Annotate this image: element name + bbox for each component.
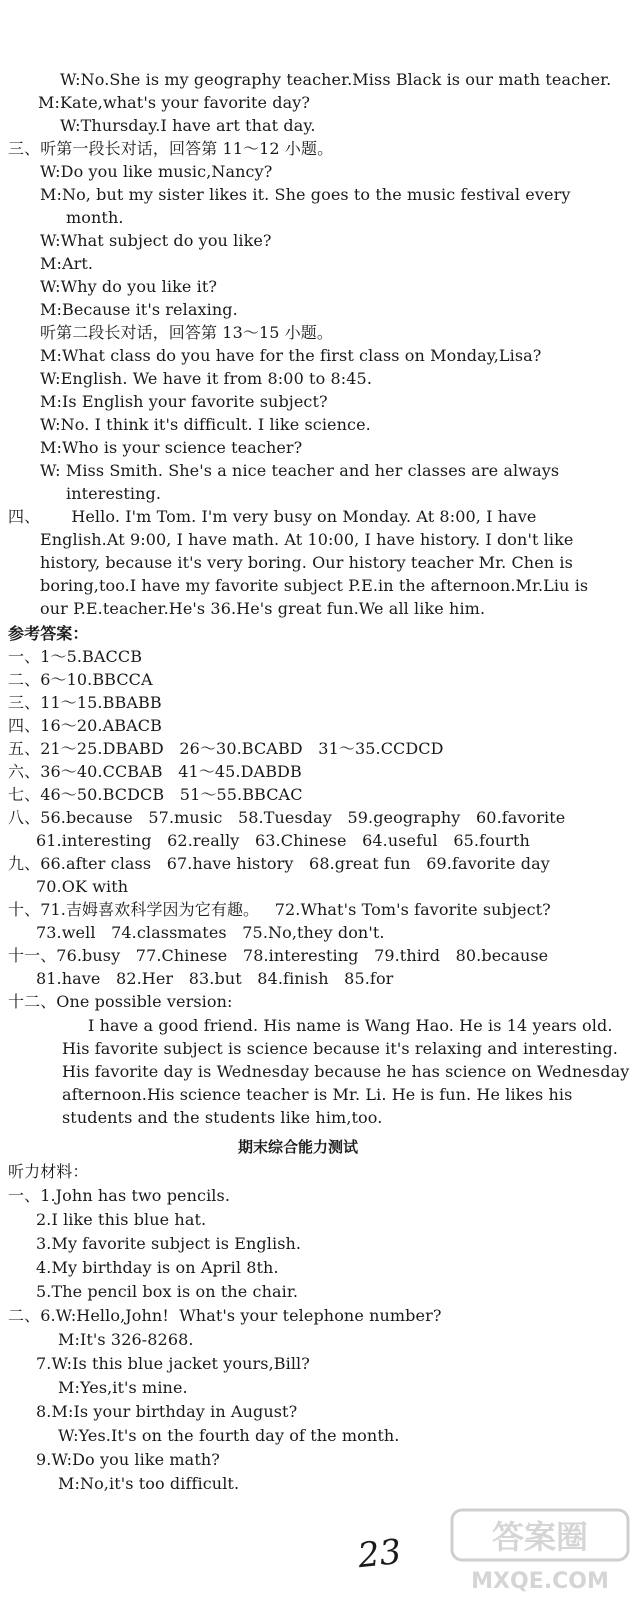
text-line: W: Miss Smith. She's a nice teacher and her classes are always bbox=[40, 461, 560, 480]
text-line: our P.E.teacher.He's 36.He's great fun.We all like him. bbox=[40, 599, 486, 618]
listening-line: M:It's 326-8268. bbox=[58, 1330, 194, 1349]
text-line: M:Who is your science teacher? bbox=[40, 438, 303, 457]
answer-row: 十一、76.busy 77.Chinese 78.interesting 79.third 80.because bbox=[8, 946, 549, 965]
text-line: interesting. bbox=[66, 484, 162, 503]
listening-line: 7.W:Is this blue jacket yours,Bill? bbox=[36, 1354, 310, 1373]
text-line: M:Because it's relaxing. bbox=[40, 300, 238, 319]
answer-row: 81.have 82.Her 83.but 84.finish 85.for bbox=[36, 969, 394, 988]
text-line: W:No. I think it's difficult. I like science. bbox=[40, 415, 371, 434]
answer-row: 六、36～40.CCBAB 41～45.DABDB bbox=[8, 762, 302, 781]
text-line: W:English. We have it from 8:00 to 8:45. bbox=[40, 369, 372, 388]
text-line: W:Thursday.I have art that day. bbox=[60, 116, 316, 135]
text-line: M:What class do you have for the first class on Monday,Lisa? bbox=[40, 346, 542, 365]
text-line: history, because it's very boring. Our history teacher Mr. Chen is bbox=[40, 553, 573, 572]
essay-line: afternoon.His science teacher is Mr. Li. He is fun. He likes his bbox=[62, 1085, 573, 1104]
text-line: month. bbox=[66, 208, 124, 227]
listening-line: M:Yes,it's mine. bbox=[58, 1378, 188, 1397]
watermark-logo bbox=[448, 1504, 632, 1594]
listening-line: 3.My favorite subject is English. bbox=[36, 1234, 302, 1253]
listening-line: 一、1.John has two pencils. bbox=[8, 1186, 230, 1205]
listening-line: 8.M:Is your birthday in August? bbox=[36, 1402, 298, 1421]
essay-line: His favorite day is Wednesday because he has science on Wednesday bbox=[62, 1062, 630, 1081]
answer-row: 十、71.吉姆喜欢科学因为它有趣。 72.What's Tom's favorite subject? bbox=[8, 900, 551, 919]
listening-line: W:Yes.It's on the fourth day of the month. bbox=[58, 1426, 400, 1445]
text-line: M:Kate,what's your favorite day? bbox=[38, 93, 311, 112]
text-line: W:Why do you like it? bbox=[40, 277, 218, 296]
listening-line: M:No,it's too difficult. bbox=[58, 1474, 240, 1493]
answer-row: 70.OK with bbox=[36, 877, 129, 896]
answer-row: 一、1～5.BACCB bbox=[8, 647, 143, 666]
answer-row: 五、21～25.DBABD 26～30.BCABD 31～35.CCDCD bbox=[8, 739, 444, 758]
answer-row: 九、66.after class 67.have history 68.great fun 69.favorite day bbox=[8, 854, 550, 873]
answer-row: 八、56.because 57.music 58.Tuesday 59.geography 60.favorite bbox=[8, 808, 566, 827]
listening-line: 2.I like this blue hat. bbox=[36, 1210, 207, 1229]
listening-line: 5.The pencil box is on the chair. bbox=[36, 1282, 299, 1301]
section-heading: 三、听第一段长对话，回答第 11～12 小题。 bbox=[8, 139, 334, 158]
section-heading: 听第二段长对话，回答第 13～15 小题。 bbox=[40, 323, 333, 342]
text-line: M:No, but my sister likes it. She goes to the music festival every bbox=[40, 185, 571, 204]
section-title: 期末综合能力测试 bbox=[238, 1138, 359, 1156]
text-line: W:What subject do you like? bbox=[40, 231, 272, 250]
answer-row: 二、6～10.BBCCA bbox=[8, 670, 153, 689]
text-line: 四、 Hello. I'm Tom. I'm very busy on Monday. At 8:00, I have bbox=[8, 507, 537, 526]
answer-row: 73.well 74.classmates 75.No,they don't. bbox=[36, 923, 385, 942]
essay-line: His favorite subject is science because it's relaxing and interesting. bbox=[62, 1039, 618, 1058]
text-line: W:Do you like music,Nancy? bbox=[40, 162, 273, 181]
svg-text:MXQE.COM: MXQE.COM bbox=[471, 1569, 609, 1594]
answers-title: 参考答案： bbox=[8, 624, 89, 643]
svg-text:答案圈: 答案圈 bbox=[491, 1518, 589, 1556]
listening-line: 4.My birthday is on April 8th. bbox=[36, 1258, 279, 1277]
text-line: boring,too.I have my favorite subject P.E.in the afternoon.Mr.Liu is bbox=[40, 576, 589, 595]
essay-line: I have a good friend. His name is Wang Hao. He is 14 years old. bbox=[88, 1016, 613, 1035]
text-line: English.At 9:00, I have math. At 10:00, I have history. I don't like bbox=[40, 530, 574, 549]
listening-title: 听力材料： bbox=[8, 1162, 89, 1181]
listening-line: 二、6.W:Hello,John! What's your telephone number? bbox=[8, 1306, 442, 1325]
answer-row: 四、16～20.ABACB bbox=[8, 716, 162, 735]
answer-row: 十二、One possible version: bbox=[8, 992, 233, 1011]
essay-line: students and the students like him,too. bbox=[62, 1108, 383, 1127]
text-line: M:Art. bbox=[40, 254, 94, 273]
text-line: W:No.She is my geography teacher.Miss Black is our math teacher. bbox=[60, 70, 612, 89]
answer-row: 七、46～50.BCDCB 51～55.BBCAC bbox=[8, 785, 303, 804]
page-number: 23 bbox=[356, 1531, 404, 1577]
text-line: M:Is English your favorite subject? bbox=[40, 392, 328, 411]
answer-row: 三、11～15.BBABB bbox=[8, 693, 162, 712]
listening-line: 9.W:Do you like math? bbox=[36, 1450, 220, 1469]
answer-row: 61.interesting 62.really 63.Chinese 64.useful 65.fourth bbox=[36, 831, 530, 850]
